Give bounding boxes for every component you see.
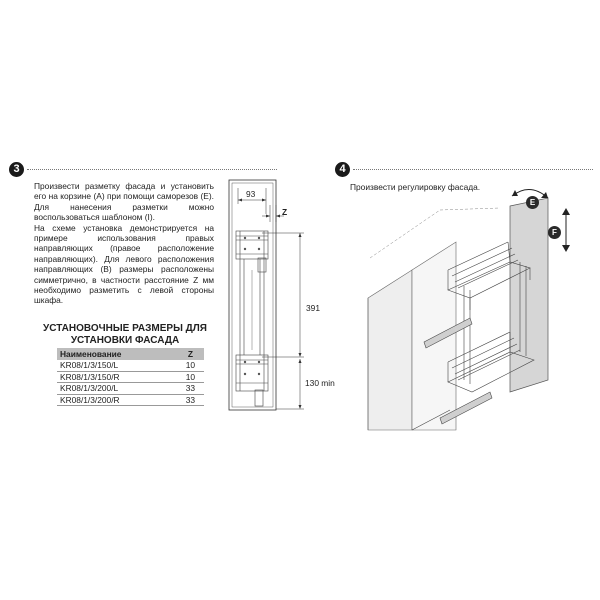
callout-e: E — [526, 196, 539, 209]
instruction-paragraph-1: Произвести разметку фасада и установить его на корзине (А) при помощи саморезов (Е). Для нанесения разметки можно воспользоваться шаблоном (I). — [34, 181, 214, 223]
step-4-badge: 4 — [335, 162, 350, 177]
step-3-badge: 3 — [9, 162, 24, 177]
row-z: 10 — [177, 371, 204, 383]
dimension-bottom: 130 min — [305, 378, 335, 388]
header-name: Наименование — [57, 348, 177, 360]
header-z: Z — [177, 348, 204, 360]
instruction-paragraph-2: На схеме установка демонстрируется на примере использования правых направляющих (правое расположение направляющих). Для левого расположения направляющих (В) размеры расположены симметрично, в частности расстояние Z мм необходимо разметить с левой стороны шкафа. — [34, 222, 214, 306]
row-z: 33 — [177, 394, 204, 406]
row-name: KR08/1/3/150/R — [57, 371, 177, 383]
row-z: 33 — [177, 383, 204, 395]
dimension-width: 93 — [246, 189, 256, 199]
row-name: KR08/1/3/150/L — [57, 360, 177, 371]
step-4-instruction: Произвести регулировку фасада. — [350, 182, 481, 192]
row-name: KR08/1/3/200/R — [57, 394, 177, 406]
row-z: 10 — [177, 360, 204, 371]
dimension-height: 391 — [306, 303, 320, 313]
table-title: УСТАНОВОЧНЫЕ РАЗМЕРЫ ДЛЯ УСТАНОВКИ ФАСАДА — [43, 323, 207, 346]
callout-f: F — [548, 226, 561, 239]
dimension-z: Z — [282, 207, 288, 217]
row-name: KR08/1/3/200/L — [57, 383, 177, 395]
